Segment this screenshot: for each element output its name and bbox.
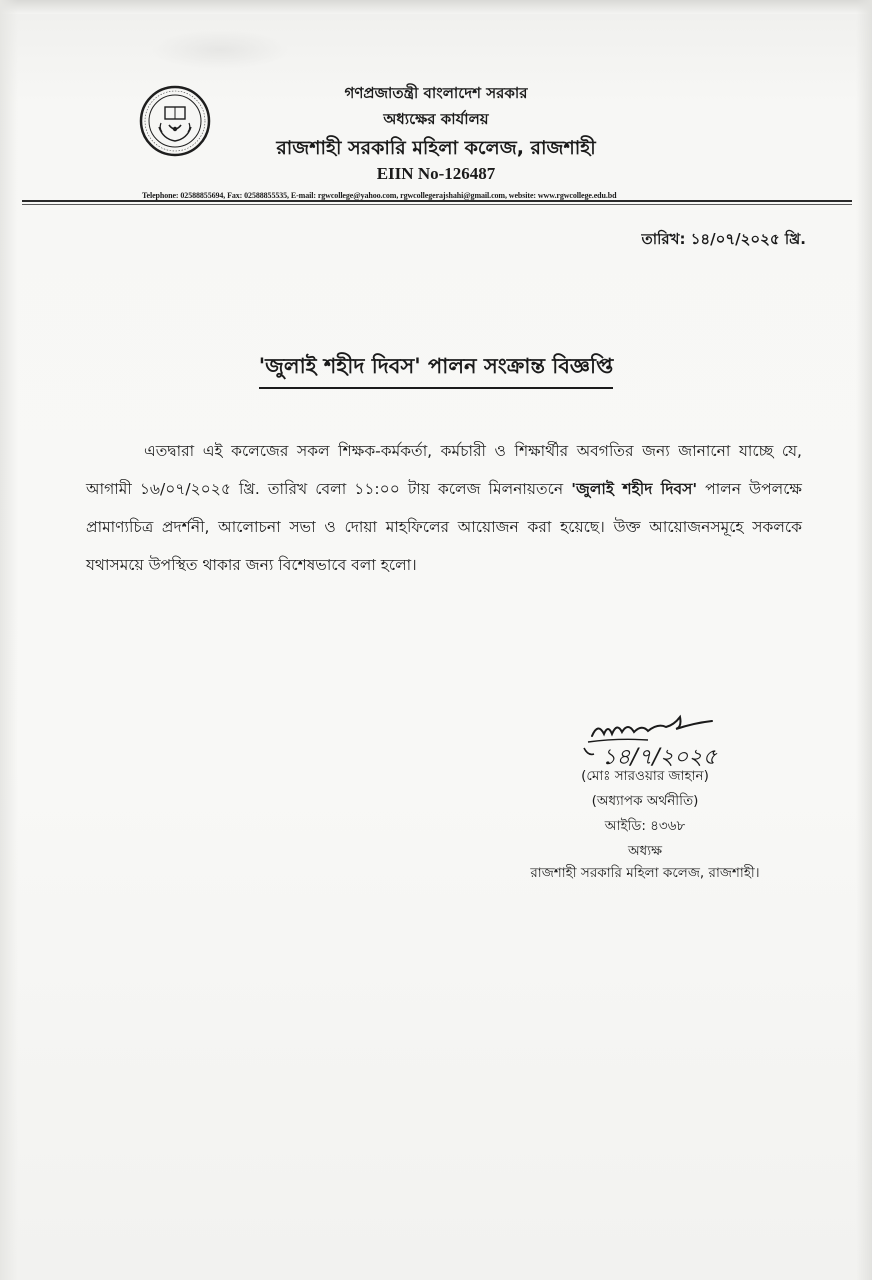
eiin-number: EIIN No-126487 (376, 164, 496, 183)
college-name: রাজশাহী সরকারি মহিলা কলেজ, রাজশাহী (276, 137, 596, 159)
body-text-bold: 'জুলাই শহীদ দিবস' (571, 480, 698, 498)
body-text-part2: পালন উপলক্ষে প্রামাণ্যচিত্র প্রদর্শনী, আলোচনা সভা ও দোয়া মাহফিলের আয়োজন করা হয়েছে। উক্ত আয়োজনসমূহে সকলকে যথাসময়ে উপস্থিত থাকার জন্য বিশেষভাবে বলা হলো। (86, 480, 802, 574)
signatory-role: অধ্যক্ষ (627, 843, 663, 859)
notice-body (86, 432, 802, 584)
header-rule (22, 200, 852, 202)
signature-date: ১৪/৭/২০২৫ (602, 745, 717, 770)
government-line: গণপ্রজাতন্ত্রী বাংলাদেশ সরকার (344, 84, 528, 102)
notice-date: তারিখ: ১৪/০৭/২০২৫ খ্রি. (641, 230, 806, 248)
signatory-name: (মোঃ সারওয়ার জাহান) (581, 768, 709, 784)
signatory-designation: (অধ্যাপক অর্থনীতি) (591, 793, 699, 809)
scan-shadow-right (856, 0, 872, 1280)
scan-shadow-left (0, 0, 18, 1280)
body-text-part1: এতদ্বারা এই কলেজের সকল শিক্ষক-কর্মকর্তা, কর্মচারী ও শিক্ষার্থীর অবগতির জন্য জানানো যাচ্ছে যে, আগামী ১৬/০৭/২০২৫ খ্রি. তারিখ বেলা ১১:০০ টায় কলেজ মিলনায়তনে (86, 442, 802, 498)
body-paragraph (86, 432, 802, 584)
paper-smudge (150, 30, 290, 70)
notice-title: 'জুলাই শহীদ দিবস' পালন সংক্রান্ত বিজ্ঞপ্তি (259, 350, 614, 389)
title-container (0, 350, 872, 389)
office-line: অধ্যক্ষের কার্যালয় (383, 110, 489, 128)
scan-shadow-top (0, 0, 872, 14)
header-rule-thin (22, 204, 852, 205)
signatory-id: আইডি: ৪৩৬৮ (604, 818, 686, 834)
contact-line: Telephone: 02588855694, Fax: 02588855535, E-mail: rgwcollege@yahoo.com, rgwcollegerajshahi@gmail.com, website: www.rgwcollege.edu.bd (142, 191, 617, 200)
signatory-institution: রাজশাহী সরকারি মহিলা কলেজ, রাজশাহী। (530, 865, 760, 881)
